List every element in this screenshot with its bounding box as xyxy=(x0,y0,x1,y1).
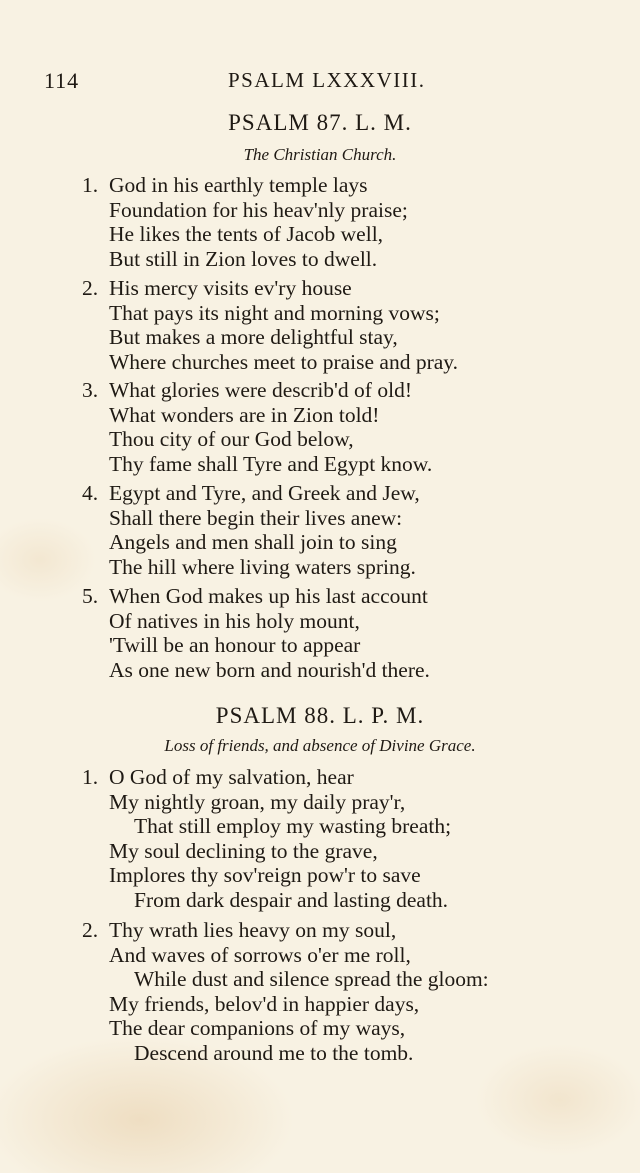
stanza-number: 1. xyxy=(82,173,99,197)
verse-text: Of natives in his holy mount, xyxy=(109,608,360,633)
verse-text: Thy fame shall Tyre and Egypt know. xyxy=(109,451,433,476)
psalm-87-stanza-2 xyxy=(82,276,602,374)
verse-line xyxy=(82,530,602,555)
psalm-87-stanza-1 xyxy=(82,173,602,271)
verse-line xyxy=(82,839,602,864)
verse-text: Descend around me to the tomb. xyxy=(134,1040,414,1065)
verse-text: But makes a more delightful stay, xyxy=(109,325,398,350)
verse-line xyxy=(82,967,602,992)
verse-line xyxy=(82,1016,602,1041)
verse-line xyxy=(82,276,602,301)
verse-line xyxy=(82,633,602,658)
stanza-number: 2. xyxy=(82,276,99,300)
verse-text: That pays its night and morning vows; xyxy=(109,300,440,325)
verse-line xyxy=(82,609,602,634)
psalm-88-subtitle: Loss of friends, and absence of Divine Grace. xyxy=(164,736,476,755)
verse-text: 'Twill be an honour to appear xyxy=(109,633,361,658)
verse-line xyxy=(82,427,602,452)
verse-text: My friends, belov'd in happier days, xyxy=(109,991,420,1016)
verse-line xyxy=(82,943,602,968)
verse-text: And waves of sorrows o'er me roll, xyxy=(109,942,411,967)
stanza-number: 5. xyxy=(82,584,99,608)
verse-line xyxy=(82,918,602,943)
verse-text: My nightly groan, my daily pray'r, xyxy=(109,789,406,814)
verse-text: Foundation for his heav'nly praise; xyxy=(109,197,408,222)
verse-text: The dear companions of my ways, xyxy=(109,1016,406,1041)
verse-line xyxy=(82,247,602,272)
verse-text: From dark despair and lasting death. xyxy=(134,887,449,912)
psalm-87-subtitle: The Christian Church. xyxy=(243,145,397,164)
psalm-87-heading: PSALM 87. L. M. xyxy=(228,110,412,135)
psalm-87-stanza-5 xyxy=(82,584,602,682)
stanza-number: 2. xyxy=(82,918,99,942)
stanza-number: 4. xyxy=(82,481,99,505)
verse-text: What wonders are in Zion told! xyxy=(109,402,380,427)
verse-text: Where churches meet to praise and pray. xyxy=(109,349,459,374)
verse-line xyxy=(82,301,602,326)
verse-line xyxy=(82,888,602,913)
verse-text: While dust and silence spread the gloom: xyxy=(134,967,489,992)
verse-text: My soul declining to the grave, xyxy=(109,838,378,863)
verse-text: That still employ my wasting breath; xyxy=(134,814,452,839)
running-head xyxy=(44,68,604,98)
psalm-88-heading: PSALM 88. L. P. M. xyxy=(215,703,425,728)
verse-line xyxy=(82,765,602,790)
verse-line xyxy=(82,173,602,198)
psalm-88-stanza-1 xyxy=(82,765,602,913)
verse-line xyxy=(82,506,602,531)
verse-text: Implores thy sov'reign pow'r to save xyxy=(109,863,421,888)
verse-line xyxy=(82,1041,602,1066)
verse-text: Shall there begin their lives anew: xyxy=(109,505,403,530)
verse-line xyxy=(82,198,602,223)
verse-text: But still in Zion loves to dwell. xyxy=(109,246,378,271)
verse-line xyxy=(82,584,602,609)
running-title: PSALM LXXXVIII. xyxy=(228,68,426,92)
verse-line xyxy=(82,481,602,506)
verse-text: His mercy visits ev'ry house xyxy=(109,276,352,300)
verse-line xyxy=(82,350,602,375)
verse-line xyxy=(82,790,602,815)
verse-text: Egypt and Tyre, and Greek and Jew, xyxy=(109,481,420,505)
verse-text: As one new born and nourish'd there. xyxy=(109,657,430,682)
psalm-87-stanza-3 xyxy=(82,378,602,476)
verse-text: The hill where living waters spring. xyxy=(109,554,416,579)
verse-line xyxy=(82,992,602,1017)
verse-text: O God of my salvation, hear xyxy=(109,765,354,789)
verse-text: Thou city of our God below, xyxy=(109,427,354,452)
stanza-number: 1. xyxy=(82,765,99,789)
verse-text: What glories were describ'd of old! xyxy=(109,378,412,402)
verse-line xyxy=(82,403,602,428)
verse-line xyxy=(82,325,602,350)
verse-text: When God makes up his last account xyxy=(109,584,428,608)
verse-line xyxy=(82,222,602,247)
psalm-88-stanza-2 xyxy=(82,918,602,1066)
verse-line xyxy=(82,555,602,580)
verse-text: Thy wrath lies heavy on my soul, xyxy=(109,918,397,942)
verse-line xyxy=(82,814,602,839)
stanza-number: 3. xyxy=(82,378,99,402)
verse-text: Angels and men shall join to sing xyxy=(109,530,397,555)
verse-line xyxy=(82,378,602,403)
verse-text: God in his earthly temple lays xyxy=(109,173,368,197)
verse-line xyxy=(82,658,602,683)
verse-line xyxy=(82,863,602,888)
verse-line xyxy=(82,452,602,477)
psalm-87-stanza-4 xyxy=(82,481,602,579)
page-number: 114 xyxy=(44,68,80,93)
verse-text: He likes the tents of Jacob well, xyxy=(109,222,384,247)
